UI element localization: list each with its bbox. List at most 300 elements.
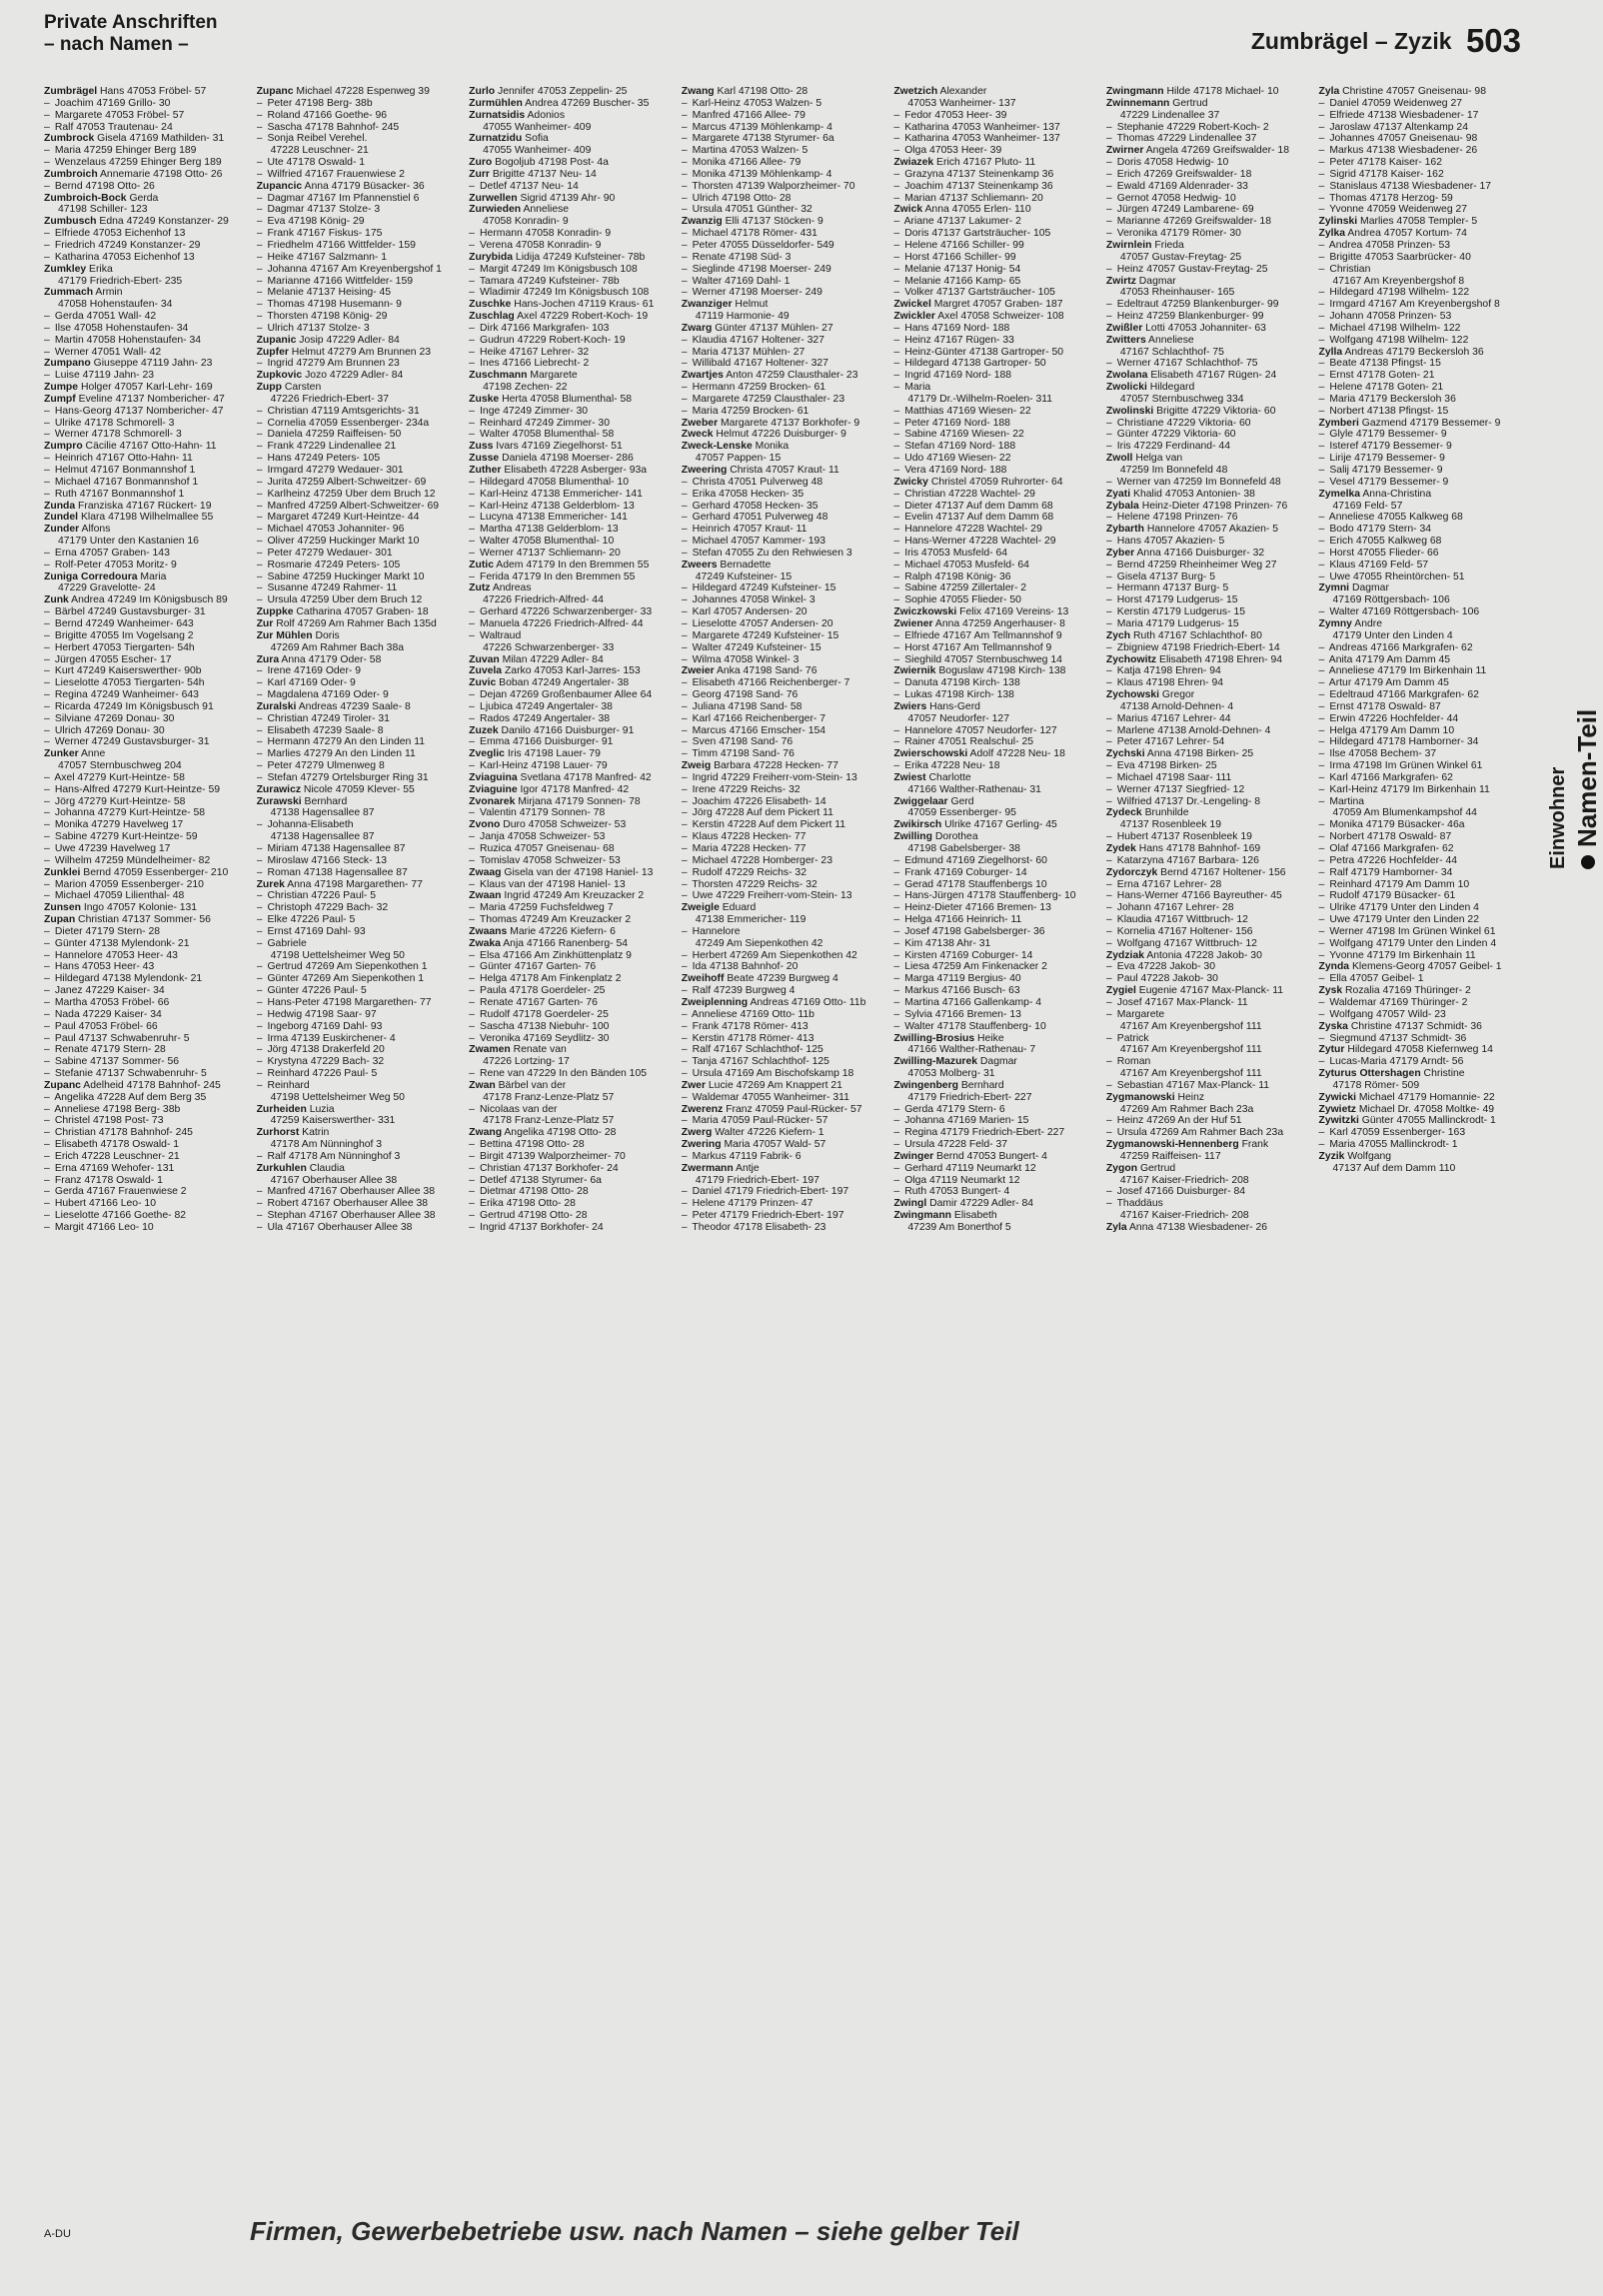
directory-entry: Zwiernik Boguslaw 47198 Kirch- 138 (893, 665, 1066, 677)
directory-entry: Zwiggelaar Gerd (893, 795, 974, 807)
surname: Zurheiden (256, 1103, 307, 1115)
directory-entry: – Gerad 47178 Stauffenbergs 10 (893, 878, 1047, 890)
directory-entry: 47198 Uettelsheimer Weg 50 (270, 949, 405, 961)
directory-entry: Zwolicki Hildegard (1105, 382, 1195, 394)
side-tab (1535, 619, 1602, 879)
directory-entry: Zwerg Walter 47226 Kiefern- 1 (681, 1127, 824, 1139)
surname: Zweck (681, 429, 714, 441)
directory-entry: – Herbert 47269 Am Siepenkothen 42 (681, 949, 857, 961)
directory-entry: – Lirije 47179 Bessemer- 9 (1318, 453, 1445, 465)
directory-entry: – Ernst 47178 Oswald- 87 (1318, 700, 1441, 712)
directory-entry: – Dejan 47269 Großenbaumer Allee 64 (469, 689, 653, 701)
directory-entry: – Katharina 47053 Wanheimer- 137 (893, 133, 1060, 145)
surname: Zwingl (893, 1198, 927, 1210)
directory-entry: – Helga 47179 Am Damm 10 (1318, 724, 1455, 736)
directory-entry: – Stefan 47169 Nord- 188 (893, 441, 1016, 453)
directory-entry: Zylinski Marlies 47058 Templer- 5 (1318, 216, 1478, 228)
directory-entry: – Ruth 47167 Bonmannshof 1 (44, 488, 185, 500)
directory-entry: – Hans 47249 Peters- 105 (256, 453, 381, 465)
directory-entry: 47167 Am Kreyenbergshof 111 (1119, 1068, 1262, 1080)
directory-entry: Zyzik Wolfgang (1318, 1150, 1392, 1162)
directory-entry: – Helmut 47167 Bonmannshof 1 (44, 465, 196, 476)
surname: Zymni (1318, 582, 1350, 594)
directory-entry: – Danuta 47198 Kirch- 138 (893, 677, 1020, 689)
directory-entry: – Matthias 47169 Wiesen- 22 (893, 405, 1031, 417)
directory-entry: – Wilfried 47137 Dr.-Lengeling- 8 (1105, 795, 1261, 807)
surname: Zvono (469, 819, 501, 831)
directory-entry: Zurwellen Sigrid 47139 Ahr- 90 (469, 192, 616, 204)
directory-entry: – Wenzelaus 47259 Ehinger Berg 189 (44, 157, 222, 169)
directory-entry: – Martha 47053 Fröbel- 66 (44, 996, 170, 1008)
surname: Zwickler (893, 311, 935, 323)
directory-entry: Zwirtz Dagmar (1105, 275, 1176, 287)
footer-note: Firmen, Gewerbebetriebe usw. nach Namen – siehe gelber Teil (250, 2216, 1019, 2246)
directory-entry: 47167 Kaiser-Friedrich- 208 (1119, 1210, 1249, 1222)
directory-entry: – Anneliese 47169 Otto- 11b (681, 1008, 814, 1020)
directory-entry: – Isteref 47179 Bessemer- 9 (1318, 441, 1452, 453)
surname: Zumbrägel (44, 86, 98, 97)
directory-entry: – Manuela 47226 Friedrich-Alfred- 44 (469, 617, 644, 629)
directory-entry: – Vesel 47179 Bessemer- 9 (1318, 476, 1449, 488)
surname: Zurhorst (256, 1127, 300, 1139)
side-tab-line2: Namen-Teil (1572, 708, 1602, 847)
directory-entry: – Janja 47058 Schweizer- 53 (469, 831, 606, 843)
surname: Zygiel (1105, 985, 1136, 997)
directory-entry: – Gertrud 47198 Otto- 28 (469, 1210, 588, 1222)
directory-entry: – Renate 47179 Stern- 28 (44, 1044, 166, 1056)
directory-entry: – Hildegard 47198 Wilhelm- 122 (1318, 287, 1470, 299)
surname: Zybala (1105, 500, 1139, 512)
directory-entry: – Günter 47167 Garten- 76 (469, 961, 597, 973)
surname: Zydek (1105, 843, 1136, 854)
surname: Zwerg (681, 1127, 713, 1139)
directory-entry: Zumpro Cäcilie 47167 Otto-Hahn- 11 (44, 441, 217, 453)
directory-entry: – Johannes 47057 Gneisenau- 98 (1318, 133, 1478, 145)
directory-entry: – Krystyna 47229 Bach- 32 (256, 1056, 385, 1068)
surname: Zychowitz (1105, 653, 1157, 665)
surname: Zwoll (1105, 453, 1133, 465)
directory-entry: – Glyle 47179 Bessemer- 9 (1318, 429, 1447, 441)
surname: Zybarth (1105, 524, 1144, 536)
surname: Zwick (893, 204, 923, 216)
directory-entry: Zutz Andreas (469, 582, 532, 594)
directory-entry: – Daniel 47059 Weidenweg 27 (1318, 97, 1463, 109)
directory-entry: – Heinz-Dieter 47166 Bremen- 13 (893, 902, 1051, 914)
directory-entry: Zura Anna 47179 Oder- 58 (256, 653, 382, 665)
directory-entry: 47226 Friedrich-Ebert- 37 (270, 393, 389, 405)
directory-entry: – Johanna 47167 Am Kreyenbergshof 1 (256, 263, 442, 275)
directory-entry: Zunder Alfons (44, 524, 111, 536)
surname: Zwilling (893, 831, 932, 843)
surname: Zwanzig (681, 216, 723, 228)
directory-entry: – Johannes 47058 Winkel- 3 (681, 594, 815, 606)
directory-entry: – Walter 47169 Röttgersbach- 106 (1318, 606, 1480, 618)
directory-entry: – Franz 47178 Oswald- 1 (44, 1174, 163, 1186)
directory-entry: – Wolfgang 47167 Wittbruch- 12 (1105, 937, 1257, 949)
directory-entry: 47058 Konradin- 9 (483, 216, 569, 228)
directory-entry: – Bernd 47259 Rheinheimer Weg 27 (1105, 559, 1277, 571)
surname: Zurek (256, 878, 285, 890)
directory-entry: – Karl 47169 Oder- 9 (256, 677, 356, 689)
directory-entry: 47057 Gustav-Freytag- 25 (1119, 251, 1242, 263)
directory-entry: 47166 Walther-Rathenau- 31 (907, 783, 1041, 795)
directory-entry: – Jurita 47259 Albert-Schweitzer- 69 (256, 476, 427, 488)
directory-entry: Zweck Helmut 47226 Duisburger- 9 (681, 429, 846, 441)
directory-entry: – Walter 47058 Blumenthal- 58 (469, 429, 615, 441)
surname: Zyla (1318, 86, 1340, 97)
directory-entry: – Zbigniew 47198 Friedrich-Ebert- 14 (1105, 641, 1280, 653)
surname: Zywicki (1318, 1091, 1357, 1103)
directory-entry: – Andrea 47058 Prinzen- 53 (1318, 239, 1451, 251)
directory-entry: – Erna 47057 Graben- 143 (44, 547, 170, 559)
directory-entry: Zweber Margarete 47137 Borkhofer- 9 (681, 417, 860, 429)
surname: Zupp (256, 382, 282, 394)
directory-entry: Zywietz Michael Dr. 47058 Moltke- 49 (1318, 1103, 1495, 1115)
directory-entry: – Christoph 47229 Bach- 32 (256, 902, 389, 914)
directory-entry: – Reinhard 47249 Zimmer- 30 (469, 417, 610, 429)
directory-entry: – Karl-Heinz 47179 Im Birkenhain 11 (1318, 783, 1490, 795)
directory-entry: Zwirnlein Frieda (1105, 239, 1184, 251)
directory-entry: Zuvic Boban 47249 Angertaler- 38 (469, 677, 630, 689)
header-section-title: Private Anschriften (44, 12, 218, 33)
directory-entry: – Thomas 47198 Husemann- 9 (256, 299, 402, 311)
directory-entry: – Ruth 47053 Bungert- 4 (893, 1186, 1010, 1198)
surname: Zwiest (893, 771, 926, 783)
directory-entry: – Sascha 47178 Bahnhof- 245 (256, 121, 400, 133)
header-left (44, 12, 218, 56)
directory-entry: – Peter 47279 Ulmenweg 8 (256, 760, 385, 772)
directory-entry: – Klaus 47228 Hecken- 77 (681, 831, 806, 843)
directory-entry: – Helene 47179 Prinzen- 47 (681, 1198, 813, 1210)
directory-entry: 47178 Am Nünninghof 3 (270, 1139, 383, 1151)
directory-entry: – Irene 47229 Reichs- 32 (681, 783, 801, 795)
directory-entry: – Ricarda 47249 Im Königsbusch 91 (44, 700, 214, 712)
directory-entry: – Norbert 47138 Pfingst- 15 (1318, 405, 1449, 417)
directory-entry: – Ralf 47239 Burgweg 4 (681, 985, 796, 997)
directory-column (1318, 86, 1523, 1665)
surname: Zychowski (1105, 689, 1160, 701)
directory-entry: – Walter 47249 Kufsteiner- 15 (681, 641, 821, 653)
directory-entry: – Frank 47229 Lindenallee 21 (256, 441, 397, 453)
directory-entry: – Helene 47198 Prinzen- 76 (1105, 512, 1238, 524)
directory-entry: 47166 Walther-Rathenau- 7 (907, 1044, 1036, 1056)
directory-entry: 47249 Kufsteiner- 15 (695, 571, 793, 582)
directory-entry: – Michael 47167 Bonmannshof 1 (44, 476, 199, 488)
directory-entry: – Helga 47166 Heinrich- 11 (893, 914, 1022, 926)
directory-entry: – Bärbel 47249 Gustavsburger- 31 (44, 606, 206, 618)
directory-entry: – Hans-Jürgen 47178 Stauffenberg- 10 (893, 890, 1076, 902)
directory-entry: Zyla Anna 47138 Wiesbadener- 26 (1105, 1222, 1268, 1233)
directory-entry: – Liesa 47259 Am Finkenacker 2 (893, 961, 1047, 973)
directory-entry: – Johanna 47279 Kurt-Heintze- 58 (44, 807, 206, 819)
directory-entry: 47058 Hohenstaufen- 34 (58, 299, 173, 311)
surname: Zwiers (893, 700, 927, 712)
directory-entry: – Günter 47138 Mylendonk- 21 (44, 937, 190, 949)
directory-entry: – Jaroslaw 47137 Altenkamp 24 (1318, 121, 1468, 133)
directory-entry: – Waltraud (469, 629, 522, 641)
directory-entry: – Ilse 47058 Hohenstaufen- 34 (44, 322, 189, 334)
surname: Zuss (469, 441, 494, 453)
directory-entry: – Waldemar 47055 Wanheimer- 311 (681, 1091, 849, 1103)
directory-entry: Zwinger Bernd 47053 Bungert- 4 (893, 1150, 1047, 1162)
directory-entry: – Irmgard 47167 Am Kreyenbergshof 8 (1318, 299, 1500, 311)
directory-entry: – Elfriede 47167 Am Tellmannshof 9 (893, 629, 1062, 641)
directory-entry: – Christian 47119 Amtsgerichts- 31 (256, 405, 420, 417)
directory-entry: – Klaudia 47167 Holtener- 327 (681, 334, 824, 346)
directory-entry: – Ursula 47169 Am Bischofskamp 18 (681, 1068, 854, 1080)
surname: Zutz (469, 582, 491, 594)
surname: Zundel (44, 512, 79, 524)
directory-entry: – Marcus 47139 Möhlenkamp- 4 (681, 121, 832, 133)
directory-entry: – Gernot 47058 Hedwig- 10 (1105, 192, 1236, 204)
directory-entry: – Margarete 47259 Clausthaler- 23 (681, 393, 845, 405)
surname: Zuther (469, 465, 502, 476)
directory-entry: 47057 Sternbuschweg 204 (58, 760, 182, 772)
directory-entry: 47059 Essenberger- 95 (907, 807, 1016, 819)
directory-entry: – Manfred 47167 Oberhauser Allee 38 (256, 1186, 435, 1198)
directory-entry: – Axel 47279 Kurt-Heintze- 58 (44, 771, 185, 783)
surname: Zwetzich (893, 86, 938, 97)
surname: Zurawski (256, 795, 302, 807)
surname: Zuniga Corredoura (44, 571, 138, 582)
directory-entry: – Maria 47059 Paul-Rücker- 57 (681, 1115, 828, 1127)
surname: Zwicky (893, 476, 928, 488)
directory-entry: Zuvela Zarko 47053 Karl-Jarres- 153 (469, 665, 641, 677)
surname: Zytur (1318, 1044, 1345, 1056)
directory-entry: – Christel 47198 Post- 73 (44, 1115, 164, 1127)
directory-entry: Zwaans Marie 47226 Kiefern- 6 (469, 925, 616, 937)
directory-entry: Zwicky Christel 47059 Ruhrorter- 64 (893, 476, 1063, 488)
directory-entry: – Frank 47167 Fiskus- 175 (256, 228, 383, 240)
directory-entry: – Peter 47167 Lehrer- 54 (1105, 736, 1225, 748)
directory-entry: Zylla Andreas 47179 Beckersloh 36 (1318, 346, 1484, 358)
directory-entry: – Emma 47166 Duisburger- 91 (469, 736, 614, 748)
surname: Zumbusch (44, 216, 97, 228)
directory-entry: Zwamen Renate van (469, 1044, 567, 1056)
directory-entry: – Ariane 47137 Lakumer- 2 (893, 216, 1021, 228)
directory-entry: – Ursula 47269 Am Rahmer Bach 23a (1105, 1127, 1284, 1139)
directory-entry: 47259 Im Bonnefeld 48 (1119, 465, 1228, 476)
directory-entry: Zwingenberg Bernhard (893, 1079, 1004, 1091)
surname: Zwolicki (1105, 382, 1147, 394)
directory-entry: – Sebastian 47167 Max-Planck- 11 (1105, 1079, 1270, 1091)
directory-entry: – Johanna 47169 Marien- 15 (893, 1115, 1029, 1127)
surname: Zumpe (44, 382, 79, 394)
directory-entry: – Klaus 47169 Feld- 57 (1318, 559, 1429, 571)
directory-entry: Zyska Christine 47137 Schmidt- 36 (1318, 1020, 1482, 1032)
directory-entry: – Renate 47167 Garten- 76 (469, 996, 598, 1008)
directory-entry: – Detlef 47137 Neu- 14 (469, 180, 579, 192)
directory-entry: – Ulrike 47178 Schmorell- 3 (44, 417, 175, 429)
directory-entry: – Monika 47179 Büsacker- 46a (1318, 819, 1465, 831)
directory-entry: Zwoll Helga van (1105, 453, 1183, 465)
surname: Zyati (1105, 488, 1131, 500)
surname: Zwerenz (681, 1103, 724, 1115)
directory-entry: Zumbrock Gisela 47169 Mathilden- 31 (44, 133, 225, 145)
directory-entry: – Veronika 47169 Seydlitz- 30 (469, 1032, 610, 1044)
directory-entry: – Monika 47166 Allee- 79 (681, 157, 802, 169)
directory-entry: – Daniel 47179 Friedrich-Ebert- 197 (681, 1186, 849, 1198)
directory-entry: – Walter 47178 Stauffenberg- 10 (893, 1020, 1046, 1032)
directory-entry: – Hans-Peter 47198 Margarethen- 77 (256, 996, 432, 1008)
surname: Zura (256, 653, 280, 665)
directory-entry: – Olga 47119 Neumarkt 12 (893, 1174, 1020, 1186)
directory-entry: – Michael 47057 Kammer- 193 (681, 536, 826, 548)
directory-entry: 47178 Römer- 509 (1332, 1079, 1420, 1091)
directory-entry: Zylka Andrea 47057 Kortum- 74 (1318, 228, 1467, 240)
directory-entry: – Margit 47166 Leo- 10 (44, 1222, 154, 1233)
directory-entry: Zynda Klemens-Georg 47057 Geibel- 1 (1318, 961, 1502, 973)
surname: Zunklei (44, 866, 81, 878)
directory-entry: Zwick Anna 47055 Erlen- 110 (893, 204, 1031, 216)
directory-entry: – Walter 47169 Dahl- 1 (681, 275, 791, 287)
surname: Zysk (1318, 985, 1343, 997)
surname: Zumbroich-Bock (44, 192, 127, 204)
directory-entry: – Karlheinz 47259 Über dem Bruch 12 (256, 488, 436, 500)
directory-entry: – Bernd 47249 Wanheimer- 643 (44, 617, 194, 629)
directory-entry: – Udo 47169 Wiesen- 22 (893, 453, 1011, 465)
directory-entry: – Gerhard 47119 Neumarkt 12 (893, 1162, 1036, 1174)
directory-entry: – Christiane 47229 Viktoria- 60 (1105, 417, 1251, 429)
directory-entry: – Erika 47198 Otto- 28 (469, 1198, 576, 1210)
directory-entry: Zybarth Hannelore 47057 Akazien- 5 (1105, 524, 1279, 536)
directory-entry: Zwolana Elisabeth 47167 Rügen- 24 (1105, 370, 1277, 382)
directory-entry: – Gerhard 47058 Hecken- 35 (681, 500, 818, 512)
directory-entry: – Kerstin 47179 Ludgerus- 15 (1105, 606, 1246, 618)
directory-entry: – Hannelore (681, 925, 741, 937)
surname: Zumbrock (44, 133, 95, 145)
directory-entry: – Willibald 47167 Holtener- 327 (681, 358, 828, 370)
directory-entry: Zunklei Bernd 47059 Essenberger- 210 (44, 866, 229, 878)
surname: Zupanic (256, 334, 297, 346)
directory-entry: – Eva 47228 Jakob- 30 (1105, 961, 1215, 973)
surname: Zych (1105, 629, 1131, 641)
directory-entry: Zur Rolf 47269 Am Rahmer Bach 135d (256, 617, 437, 629)
directory-entry: – Erich 47228 Leuschner- 21 (44, 1150, 180, 1162)
directory-entry: – Olaf 47166 Markgrafen- 62 (1318, 843, 1454, 854)
directory-entry: – Edeltraut 47259 Blankenburger- 99 (1105, 299, 1279, 311)
directory-entry: 47053 Wanheimer- 137 (907, 97, 1016, 109)
directory-column (1106, 86, 1311, 1665)
surname: Zupan (44, 914, 76, 926)
surname: Zwiernik (893, 665, 936, 677)
directory-entry: 47226 Friedrich-Alfred- 44 (483, 594, 604, 606)
directory-entry: – Michael 47198 Saar- 111 (1105, 771, 1232, 783)
directory-entry: – Inge 47249 Zimmer- 30 (469, 405, 589, 417)
directory-entry: Zydziak Antonia 47228 Jakob- 30 (1105, 949, 1262, 961)
directory-entry: – Thomas 47229 Lindenallee 37 (1105, 133, 1257, 145)
directory-entry: Zumpano Giuseppe 47119 Jahn- 23 (44, 358, 213, 370)
directory-entry: – Angelika 47228 Auf dem Berg 35 (44, 1091, 207, 1103)
directory-entry: – Sonja Reibel Verehel. (256, 133, 368, 145)
directory-entry: – Iris 47229 Ferdinand- 44 (1105, 441, 1230, 453)
directory-entry: Zumbusch Edna 47249 Konstanzer- 29 (44, 216, 229, 228)
directory-entry: Zygon Gertrud (1105, 1162, 1176, 1174)
directory-entry: Zwißler Lotti 47053 Johanniter- 63 (1105, 322, 1266, 334)
surname: Zuvic (469, 677, 497, 689)
directory-entry: – Thorsten 47198 König- 29 (256, 311, 388, 323)
surname: Zummach (44, 287, 94, 299)
directory-entry: – Ingrid 47137 Borkhofer- 24 (469, 1222, 604, 1233)
directory-entry: – Peter 47169 Nord- 188 (893, 417, 1010, 429)
directory-entry: – Eva 47198 König- 29 (256, 216, 365, 228)
directory-entry: Zweig Barbara 47228 Hecken- 77 (681, 760, 838, 772)
directory-entry: – Hannelore 47057 Neudorfer- 127 (893, 724, 1057, 736)
directory-entry: Zuther Elisabeth 47228 Asberger- 93a (469, 465, 648, 476)
directory-entry: – Margit 47249 Im Königsbusch 108 (469, 263, 638, 275)
surname: Zymelka (1318, 488, 1361, 500)
surname: Zwolinski (1105, 405, 1154, 417)
surname: Zurnatsidis (469, 109, 526, 121)
directory-entry: – Michael 47059 Lilienthal- 48 (44, 890, 185, 902)
directory-entry: 47179 Dr.-Wilhelm-Roelen- 311 (907, 393, 1053, 405)
directory-entry: – Martha 47138 Gelderblom- 13 (469, 524, 619, 536)
directory-entry: – Hildegard 47138 Mylendonk- 21 (44, 973, 203, 985)
surname: Zwinger (893, 1150, 934, 1162)
bullet-icon (1581, 855, 1595, 869)
directory-entry: – Joachim 47169 Grillo- 30 (44, 97, 171, 109)
directory-entry: – Helene 47166 Schiller- 99 (893, 239, 1024, 251)
directory-entry: – Irmgard 47279 Wedauer- 301 (256, 465, 404, 476)
surname: Zwamen (469, 1044, 511, 1056)
surname: Zuralski (256, 700, 297, 712)
surname: Zuvela (469, 665, 503, 677)
directory-entry: 47057 Pappen- 15 (695, 453, 782, 465)
header-section-subtitle: – nach Namen – (44, 34, 189, 55)
directory-entry: – Markus 47138 Wiesbadener- 26 (1318, 145, 1478, 157)
header-name-range: Zumbrägel – Zyzik (1250, 28, 1452, 54)
surname: Zyla (1105, 1222, 1127, 1233)
directory-entry: – Joachim 47226 Elisabeth- 14 (681, 795, 826, 807)
directory-entry: Zweiplenning Andreas 47169 Otto- 11b (681, 996, 866, 1008)
surname: Zuppke (256, 606, 294, 618)
directory-entry: 47138 Arnold-Dehnen- 4 (1119, 700, 1234, 712)
directory-entry: – Rosmarie 47249 Peters- 105 (256, 559, 401, 571)
directory-entry: Zvonarek Mirjana 47179 Sonnen- 78 (469, 795, 641, 807)
directory-entry: – Luise 47119 Jahn- 23 (44, 370, 155, 382)
surname: Zylka (1318, 228, 1346, 240)
directory-entry: – Ernst 47178 Goten- 21 (1318, 370, 1435, 382)
directory-entry: – Brigitte 47055 Im Vogelsang 2 (44, 629, 194, 641)
surname: Zwickel (893, 299, 931, 311)
directory-entry: – Ingrid 47169 Nord- 188 (893, 370, 1012, 382)
directory-entry: Zweigle Eduard (681, 902, 757, 914)
directory-entry: 47226 Schwarzenberger- 33 (483, 641, 615, 653)
directory-entry: – Marion 47059 Essenberger- 210 (44, 878, 204, 890)
directory-entry: – Eva 47198 Birken- 25 (1105, 760, 1217, 772)
directory-entry: – Valentin 47179 Sonnen- 78 (469, 807, 606, 819)
directory-entry: – Jörg 47228 Auf dem Pickert 11 (681, 807, 833, 819)
directory-entry: – Juliana 47198 Sand- 58 (681, 700, 802, 712)
directory-entry: – Gudrun 47229 Robert-Koch- 19 (469, 334, 626, 346)
directory-entry: – Michael 47178 Römer- 431 (681, 228, 817, 240)
directory-entry: – Ingrid 47229 Freiherr-vom-Stein- 13 (681, 771, 857, 783)
directory-entry: – Peter 47055 Düsseldorfer- 549 (681, 239, 834, 251)
directory-entry: Zupanic Josip 47229 Adler- 84 (256, 334, 400, 346)
surname: Zwartjes (681, 370, 724, 382)
directory-entry: Zwingmann Hilde 47178 Michael- 10 (1105, 86, 1279, 97)
directory-entry: Zychowitz Elisabeth 47198 Ehren- 94 (1105, 653, 1283, 665)
directory-entry: Zurmühlen Andrea 47269 Buscher- 35 (469, 97, 650, 109)
directory-entry: Zyturus Ottershagen Christine (1318, 1068, 1465, 1080)
directory-entry: – Werner 47198 Im Grünen Winkel 61 (1318, 925, 1496, 937)
directory-entry: – Kurt 47249 Kaiserswerther- 90b (44, 665, 202, 677)
directory-entry: – Gertrud 47269 Am Siepenkothen 1 (256, 961, 428, 973)
directory-entry: Zwermann Antje (681, 1162, 760, 1174)
directory-entry: – Hildegard 47249 Kufsteiner- 15 (681, 582, 836, 594)
directory-entry: Zummach Armin (44, 287, 123, 299)
directory-entry: 47198 Uettelsheimer Weg 50 (270, 1091, 405, 1103)
